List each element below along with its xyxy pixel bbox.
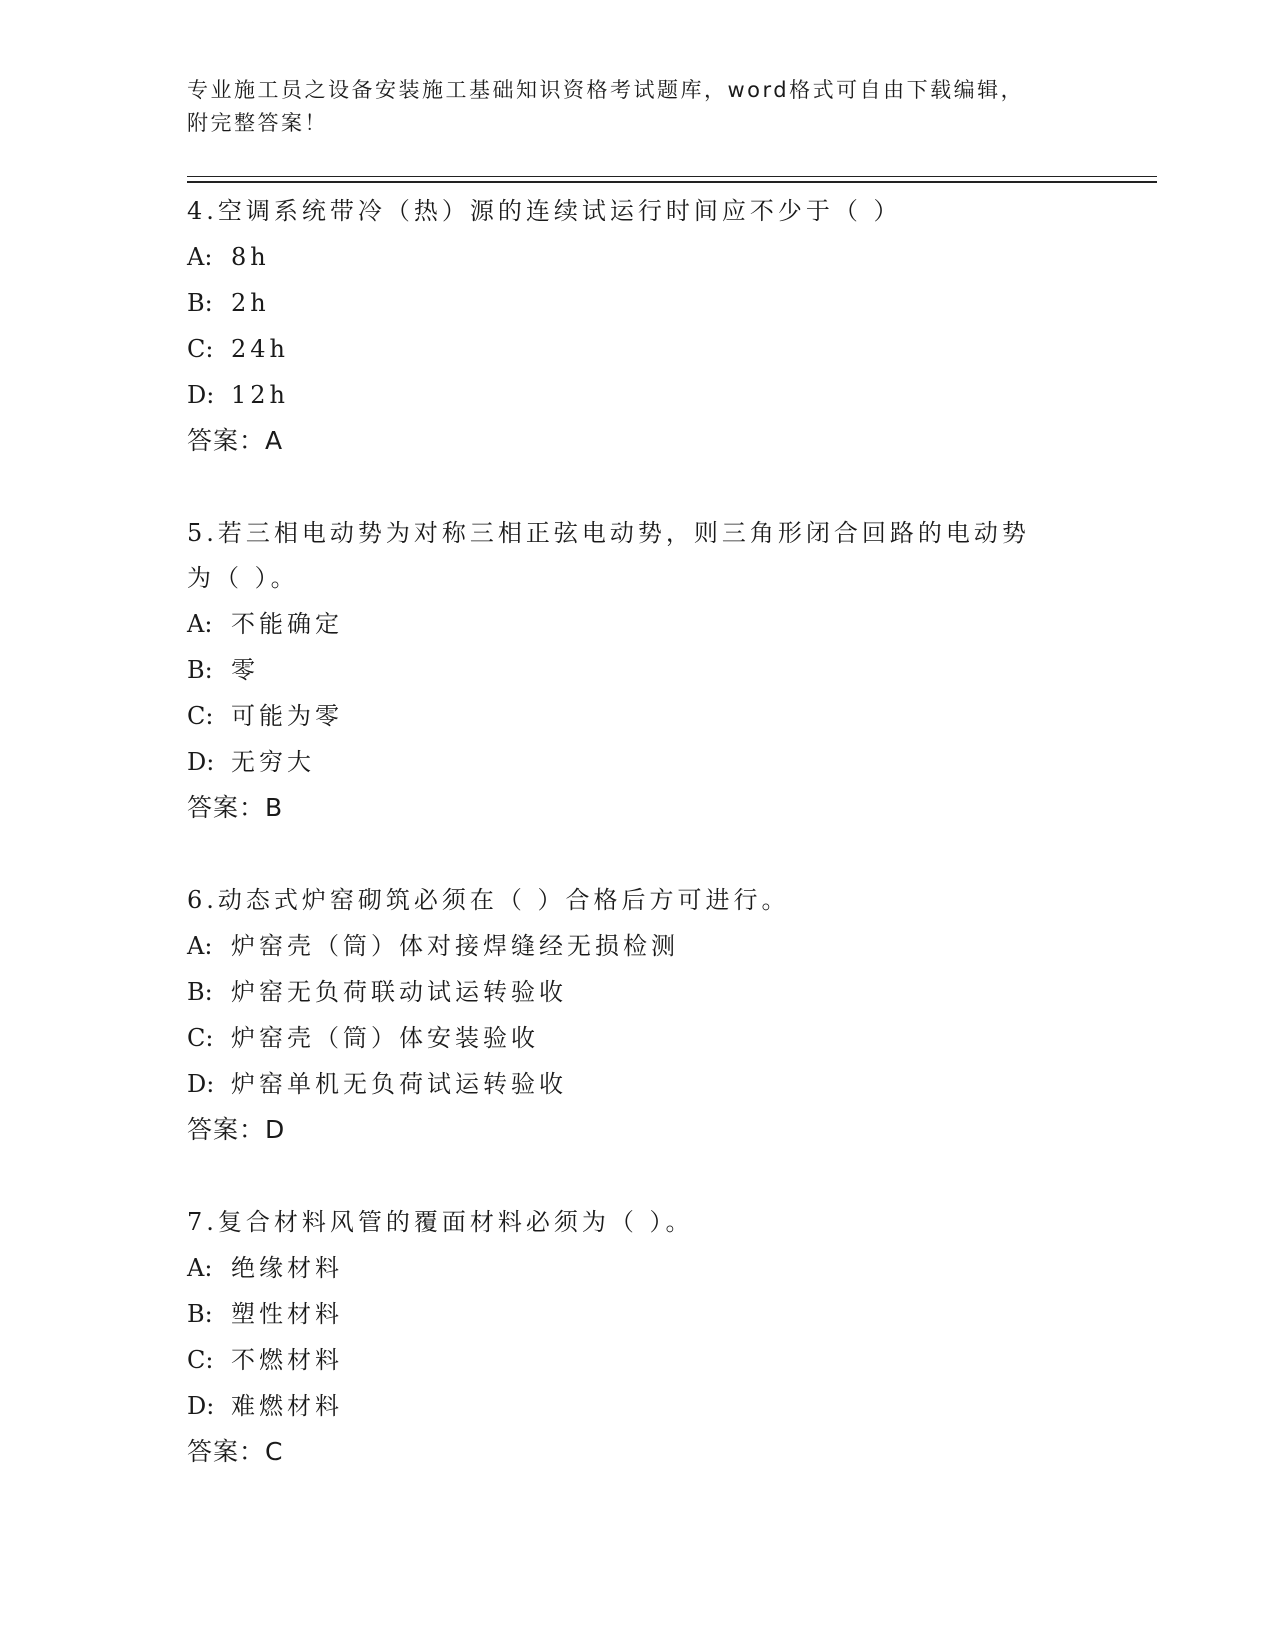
question-7 — [187, 1200, 1157, 1475]
header-line-2: 附完整答案！ — [187, 111, 328, 135]
option-letter: B: — [187, 978, 213, 1006]
option-letter: D: — [187, 381, 215, 409]
question-4 — [187, 189, 1157, 464]
option-c — [187, 326, 1157, 372]
option-text: 塑性材料 — [231, 1300, 343, 1328]
question-text: 6.动态式炉窑砌筑必须在（ ）合格后方可进行。 — [187, 886, 790, 914]
option-a — [187, 923, 1157, 969]
question-5 — [187, 511, 1157, 831]
question-text-line-2: 为（ ）。 — [187, 564, 299, 592]
answer-line: 答案：C — [187, 1437, 284, 1466]
option-letter: D: — [187, 1070, 215, 1098]
option-text: 12h — [231, 381, 289, 409]
option-text: 零 — [231, 656, 259, 684]
option-text: 2h — [231, 289, 270, 317]
option-text: 可能为零 — [231, 702, 343, 730]
option-text: 不能确定 — [231, 610, 343, 638]
option-text: 炉窑壳（筒）体对接焊缝经无损检测 — [231, 932, 679, 960]
option-b — [187, 647, 1157, 693]
option-text: 难燃材料 — [231, 1392, 343, 1420]
option-letter: C: — [187, 702, 214, 730]
question-6 — [187, 878, 1157, 1153]
option-a — [187, 234, 1157, 280]
option-letter: B: — [187, 1300, 213, 1328]
option-c — [187, 1015, 1157, 1061]
option-text: 无穷大 — [231, 748, 315, 776]
option-letter: A: — [187, 243, 213, 271]
option-c — [187, 693, 1157, 739]
option-letter: A: — [187, 1254, 213, 1282]
option-d — [187, 1061, 1157, 1107]
option-letter: A: — [187, 932, 213, 960]
option-text: 24h — [231, 335, 289, 363]
option-text: 炉窑壳（筒）体安装验收 — [231, 1024, 539, 1052]
answer-line: 答案：D — [187, 1115, 286, 1144]
header-line-1: 专业施工员之设备安装施工基础知识资格考试题库，word格式可自由下载编辑， — [187, 78, 1025, 102]
option-d — [187, 739, 1157, 785]
option-letter: C: — [187, 335, 214, 363]
option-letter: D: — [187, 1392, 215, 1420]
option-a — [187, 1245, 1157, 1291]
option-b — [187, 1291, 1157, 1337]
option-text: 炉窑单机无负荷试运转验收 — [231, 1070, 567, 1098]
answer-line: 答案：B — [187, 793, 284, 822]
option-letter: B: — [187, 289, 213, 317]
option-letter: D: — [187, 748, 215, 776]
option-text: 8h — [231, 243, 270, 271]
option-d — [187, 372, 1157, 418]
question-text: 4.空调系统带冷（热）源的连续试运行时间应不少于（ ） — [187, 197, 902, 225]
question-text: 7.复合材料风管的覆面材料必须为（ ）。 — [187, 1208, 694, 1236]
option-d — [187, 1383, 1157, 1429]
option-b — [187, 969, 1157, 1015]
option-c — [187, 1337, 1157, 1383]
option-b — [187, 280, 1157, 326]
option-text: 炉窑无负荷联动试运转验收 — [231, 978, 567, 1006]
option-letter: A: — [187, 610, 213, 638]
option-letter: B: — [187, 656, 213, 684]
option-a — [187, 601, 1157, 647]
question-text-line-1: 5.若三相电动势为对称三相正弦电动势，则三角形闭合回路的电动势 — [187, 519, 1030, 547]
option-letter: C: — [187, 1346, 214, 1374]
option-text: 不燃材料 — [231, 1346, 343, 1374]
option-letter: C: — [187, 1024, 214, 1052]
header-divider-thin — [187, 176, 1157, 177]
answer-line: 答案：A — [187, 426, 284, 455]
header-divider-thick — [187, 181, 1157, 183]
question-list — [187, 189, 1157, 1522]
option-text: 绝缘材料 — [231, 1254, 343, 1282]
document-header — [187, 74, 1087, 140]
